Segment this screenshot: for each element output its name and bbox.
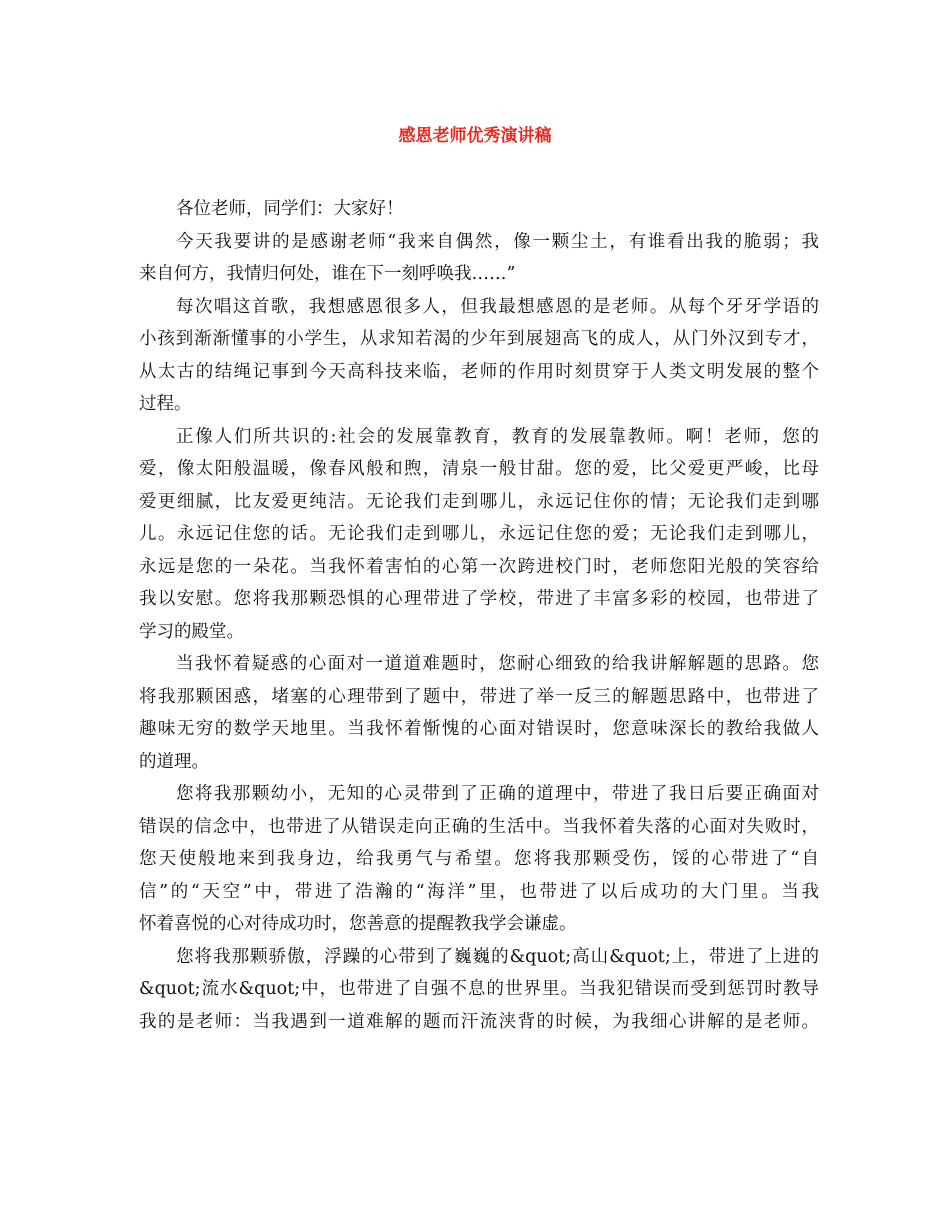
body-line: 将我那颗困惑，堵塞的心理带到了题中，带进了举一反三的解题思路中，也带进了 — [139, 686, 819, 707]
body-line: 您天使般地来到我身边，给我勇气与希望。您将我那颗受伤，馁的心带进了“自 — [139, 849, 819, 869]
body-line: 儿。永远记住您的话。无论我们走到哪儿，永远记住您的爱；无论我们走到哪儿， — [139, 524, 819, 544]
body-line: 各位老师，同学们：大家好！ — [176, 199, 404, 219]
document-body — [139, 193, 819, 1038]
body-line: 今天我要讲的是感谢老师“我来自偶然，像一颗尘土，有谁看出我的脆弱；我 — [176, 231, 819, 252]
body-line: 来自何方，我情归何处，谁在下一刻呼唤我……” — [139, 264, 516, 284]
body-line: &quot;流水&quot;中，也带进了自强不息的世界里。当我犯错误而受到惩罚时教导 — [139, 979, 819, 999]
body-line: 过程。 — [139, 394, 192, 414]
body-line: 信”的“天空”中，带进了浩瀚的“海洋”里，也带进了以后成功的大门里。当我 — [139, 881, 819, 902]
body-line: 从太古的结绳记事到今天高科技来临，老师的作用时刻贯穿于人类文明发展的整个 — [139, 361, 819, 382]
body-line: 爱，像太阳般温暖，像春风般和煦，清泉一般甘甜。您的爱，比父爱更严峻，比母 — [139, 459, 819, 479]
body-line: 当我怀着疑惑的心面对一道道难题时，您耐心细致的给我讲解解题的思路。您 — [176, 654, 819, 674]
body-line: 每次唱这首歌，我想感恩很多人，但我最想感恩的是老师。从每个牙牙学语的 — [176, 296, 819, 317]
body-line: 的道理。 — [139, 751, 209, 772]
body-line: 您将我那颗幼小，无知的心灵带到了正确的道理中，带进了我日后要正确面对 — [176, 784, 819, 804]
body-line: 趣味无穷的数学天地里。当我怀着惭愧的心面对错误时，您意味深长的教给我做人 — [139, 719, 819, 739]
body-line: 小孩到渐渐懂事的小学生，从求知若渴的少年到展翅高飞的成人，从门外汉到专才， — [139, 329, 819, 349]
body-line: 怀着喜悦的心对待成功时，您善意的提醒教我学会谦虚。 — [139, 914, 577, 934]
body-line: 学习的殿堂。 — [139, 621, 244, 642]
body-line: 我的是老师：当我遇到一道难解的题而汗流浃背的时候，为我细心讲解的是老师。 — [139, 1011, 819, 1032]
body-line: 错误的信念中，也带进了从错误走向正确的生活中。当我怀着失落的心面对失败时， — [139, 816, 819, 837]
body-line: 永远是您的一朵花。当我怀着害怕的心第一次跨进校门时，老师您阳光般的笑容给 — [139, 556, 819, 577]
body-line: 爱更细腻，比友爱更纯洁。无论我们走到哪儿，永远记住你的情；无论我们走到哪 — [139, 491, 819, 512]
body-line: 您将我那颗骄傲，浮躁的心带到了巍巍的&quot;高山&quot;上，带进了上进的 — [176, 946, 819, 967]
document-title: 感恩老师优秀演讲稿 — [398, 126, 552, 146]
body-line: 正像人们所共识的:社会的发展靠教育，教育的发展靠教师。啊！老师，您的 — [176, 426, 819, 447]
body-line: 我以安慰。您将我那颗恐惧的心理带进了学校，带进了丰富多彩的校园，也带进了 — [139, 589, 819, 609]
